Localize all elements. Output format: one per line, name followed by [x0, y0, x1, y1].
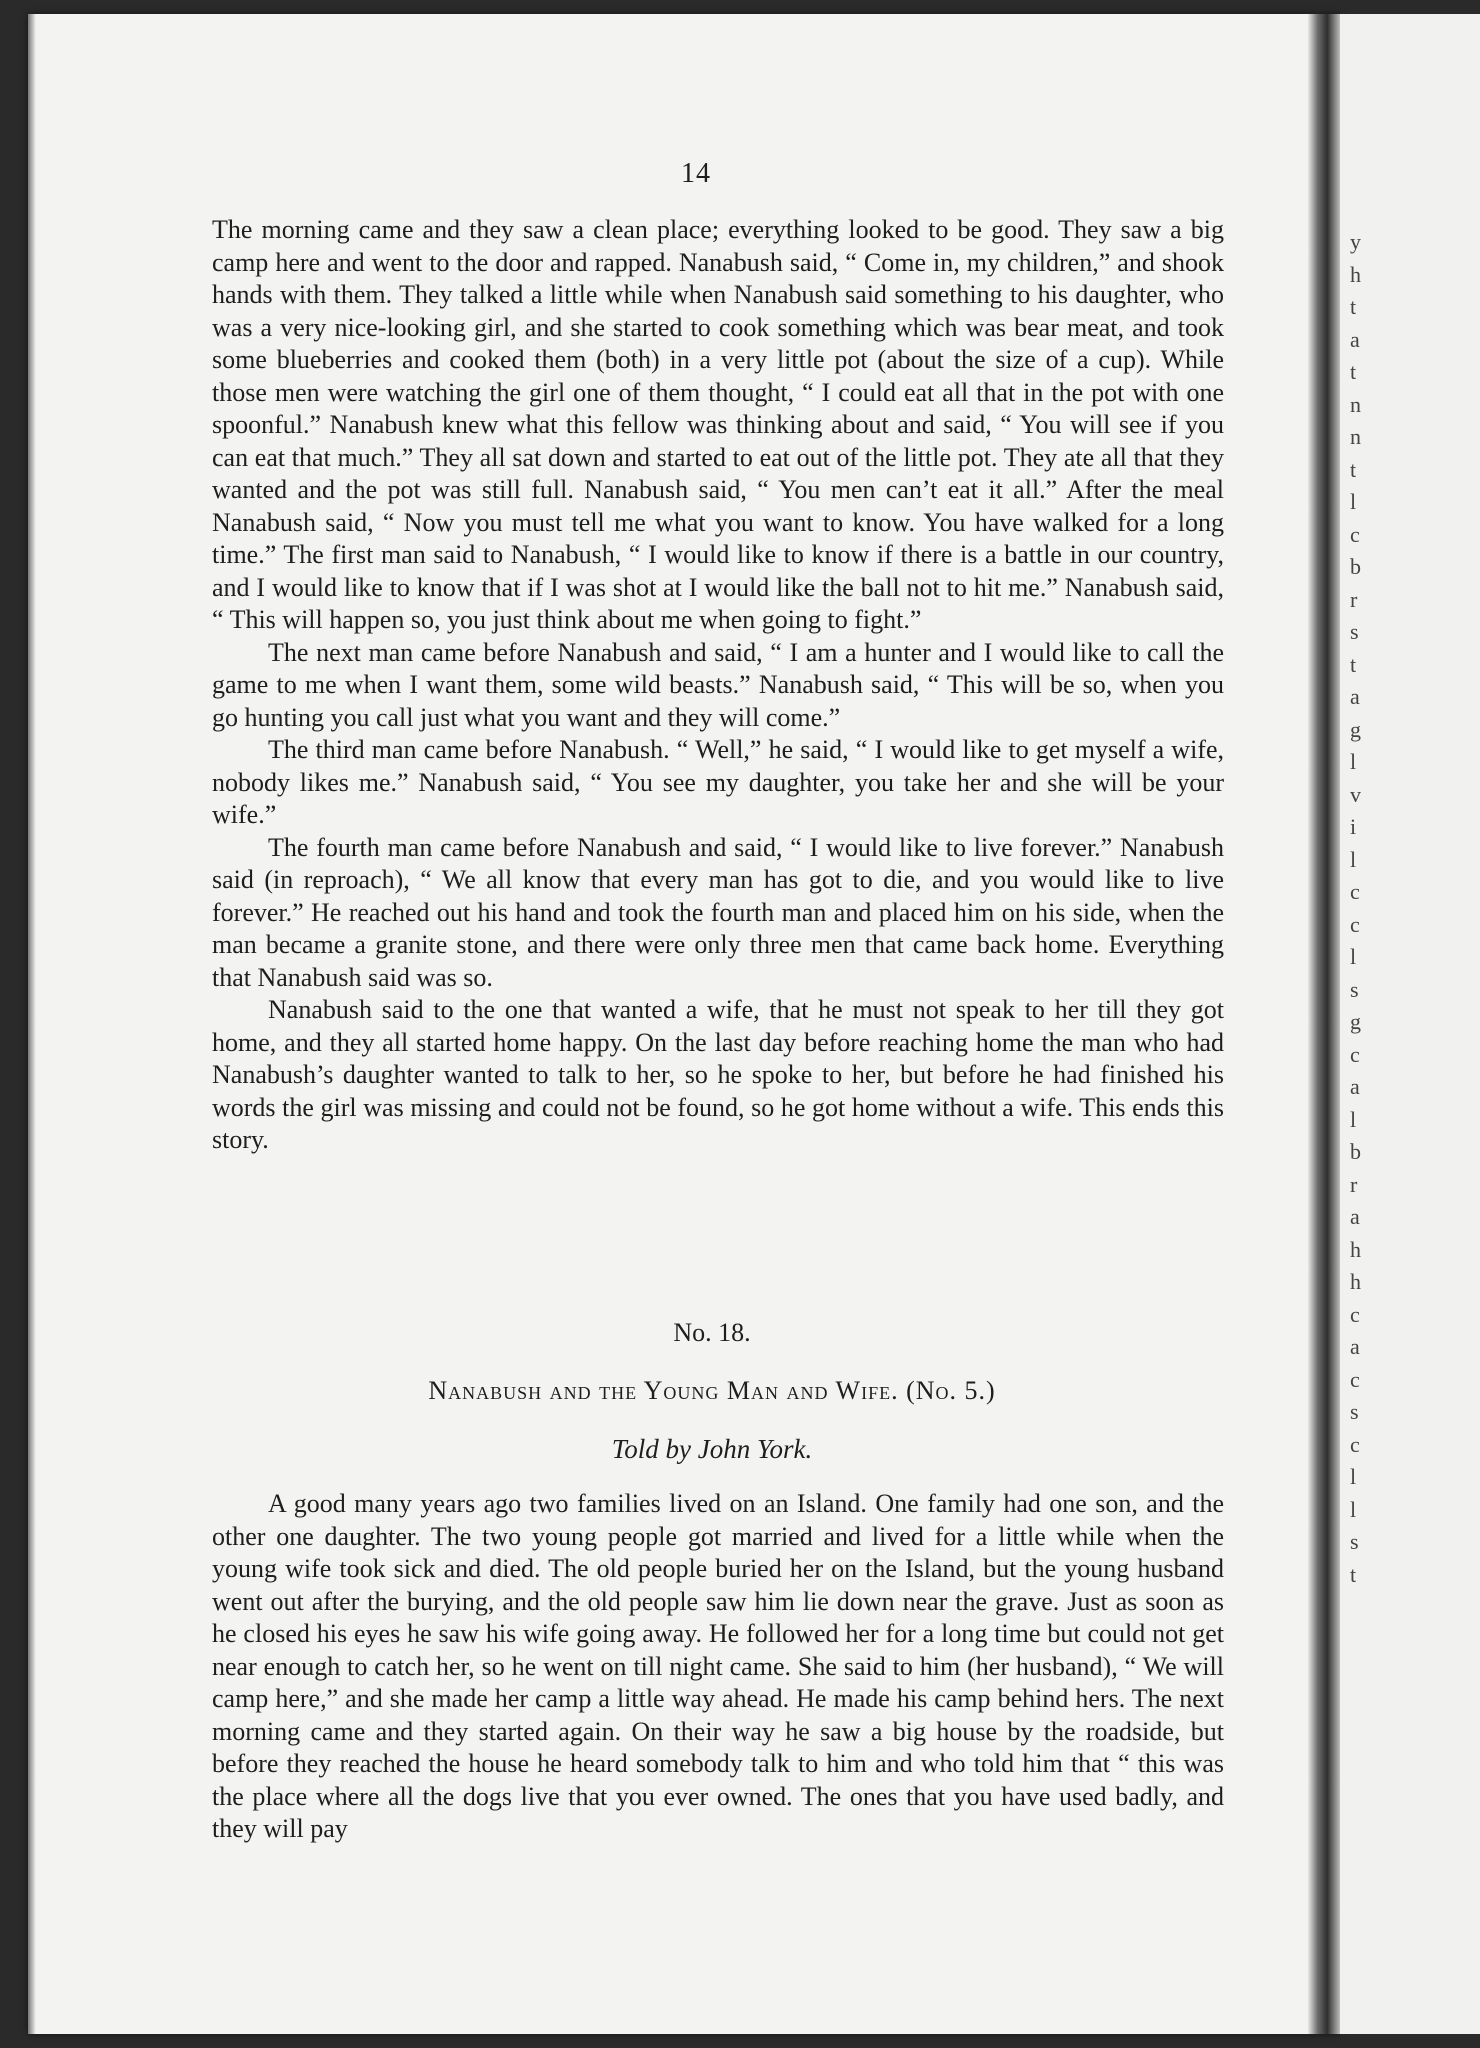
- book-page-left: [28, 14, 1340, 2034]
- next-page-fragment: l: [1350, 1496, 1357, 1522]
- next-page-fragment: h: [1350, 261, 1361, 287]
- paragraph: The next man came before Nanabush and said, “ I am a hunter and I would like to call the game to me when I want them, some wild beasts.” Nanabush said, “ This will be so, when you go hunting you call just what you want and they will come.”: [212, 637, 1224, 732]
- paragraph: Nanabush said to the one that wanted a wife, that he must not speak to her till they got home, and they all started home happy. On the last day before reaching home the man who had Nanabush’s daughter wanted to talk to her, so he spoke to her, but before he had finished his words the girl was missing and could not be found, so he got home without a wife. This ends this story.: [212, 995, 1224, 1154]
- next-page-fragment: c: [1350, 1431, 1360, 1457]
- next-page-fragment: t: [1350, 1561, 1357, 1587]
- story-body-text: [212, 1488, 1224, 1846]
- book-gutter: [1308, 14, 1340, 2034]
- next-page-fragment: a: [1350, 1074, 1360, 1099]
- next-page-fragment: c: [1350, 911, 1360, 937]
- next-page-fragment: a: [1350, 1204, 1360, 1229]
- story-title-heading: Nanabush and the Young Man and Wife. (No. 5.): [428, 1376, 996, 1405]
- next-page-fragment: s: [1350, 619, 1359, 644]
- next-page-fragment: c: [1350, 879, 1360, 904]
- paragraph: The third man came before Nanabush. “ Well,” he said, “ I would like to get myself a wife, nobody likes me.” Nanabush said, “ You see my daughter, you take her and she will be your wife.”: [212, 735, 1224, 829]
- story-number-heading: No. 18.: [673, 1318, 751, 1347]
- paragraph: A good many years ago two families lived on an Island. One family had one son, and the other one daughter. The two young people got married and lived for a little while when the young wife took sick and died. The old people buried her on the Island, but the young husband went out after the burying, and the old people saw him lie down near the grave. Just as soon as he closed his eyes he saw his wife going away. He followed her for a long time but could not get near enough to catch her, so he went on till night came. She said to him (her husband), “ We will camp here,” and she made her camp a little way ahead. He made his camp behind hers. The next morning came and they started again. On their way he saw a big house by the roadside, but before they reached the house he heard somebody talk to him and who told him that “ this was the place where all the dogs live that you ever owned. The ones that you have used badly, and they will pay: [212, 1489, 1224, 1843]
- next-page-fragment: b: [1350, 554, 1361, 579]
- book-page-right-fragment: [1340, 14, 1480, 2034]
- next-page-fragment: i: [1350, 814, 1357, 839]
- next-page-fragment: l: [1350, 1464, 1357, 1489]
- next-page-fragment: t: [1350, 651, 1357, 677]
- next-page-fragment: h: [1350, 1269, 1361, 1294]
- next-page-fragment: g: [1350, 1009, 1361, 1034]
- next-page-fragment: a: [1350, 1334, 1360, 1359]
- next-page-fragment: s: [1350, 1399, 1359, 1424]
- next-page-fragment: l: [1350, 749, 1357, 774]
- next-page-fragment: n: [1350, 391, 1361, 417]
- next-page-fragment: c: [1350, 521, 1360, 547]
- story-continuation-text: [212, 214, 1224, 1157]
- next-page-fragment: r: [1350, 586, 1358, 612]
- next-page-fragment: t: [1350, 359, 1357, 384]
- next-page-fragment: l: [1350, 1106, 1357, 1132]
- story-byline: Told by John York.: [611, 1434, 813, 1464]
- next-page-fragment: v: [1350, 781, 1361, 807]
- next-page-fragment: l: [1350, 944, 1357, 969]
- next-page-fragment: c: [1350, 1366, 1360, 1392]
- page-number: 14: [681, 158, 711, 189]
- next-page-fragment: l: [1350, 846, 1357, 872]
- next-page-fragment: a: [1350, 684, 1360, 709]
- next-page-fragment: c: [1350, 1041, 1360, 1067]
- next-page-fragment: b: [1350, 1139, 1361, 1164]
- next-page-fragment: c: [1350, 1301, 1360, 1327]
- next-page-fragment: n: [1350, 424, 1361, 449]
- paragraph: The morning came and they saw a clean place; everything looked to be good. They saw a big camp here and went to the door and rapped. Nanabush said, “ Come in, my children,” and shook hands with them. They talked a little while when Nanabush said something to his daughter, who was a very nice-looking girl, and she started to cook something which was bear meat, and took some blueberries and cooked them (both) in a very little pot (about the size of a cup). While those men were watching the girl one of them thought, “ I could eat all that in the pot with one spoonful.” Nanabush knew what this fellow was thinking about and said, “ You will see if you can eat that much.” They all sat down and started to eat out of the little pot. They ate all that they wanted and the pot was still full. Nanabush said, “ You men can’t eat it all.” After the meal Nanabush said, “ Now you must tell me what you want to know. You have walked for a long time.” The first man said to Nanabush, “ I would like to know if there is a battle in our country, and I would like to know that if I was shot at I would like the ball not to hit me.” Nanabush said, “ This will happen so, you just think about me when going to fight.”: [212, 215, 1224, 634]
- next-page-fragment: s: [1350, 1529, 1359, 1554]
- next-page-fragment: g: [1350, 716, 1361, 742]
- page-edge-shadow: [28, 14, 36, 2034]
- next-page-fragment: t: [1350, 294, 1357, 319]
- next-page-fragment: r: [1350, 1171, 1358, 1197]
- next-page-fragment: h: [1350, 1236, 1361, 1262]
- next-page-fragment: l: [1350, 489, 1357, 514]
- next-page-fragment: y: [1350, 229, 1361, 254]
- next-page-fragment: a: [1350, 326, 1360, 352]
- next-page-fragment: t: [1350, 456, 1357, 482]
- paragraph: The fourth man came before Nanabush and said, “ I would like to live forever.” Nanabush said (in reproach), “ We all know that every man has got to die, and you would like to live forever.” He reached out his hand and took the fourth man and placed him on his side, when the man became a granite stone, and there were only three men that came back home. Everything that Nanabush said was so.: [212, 832, 1224, 992]
- next-page-fragment: s: [1350, 976, 1359, 1002]
